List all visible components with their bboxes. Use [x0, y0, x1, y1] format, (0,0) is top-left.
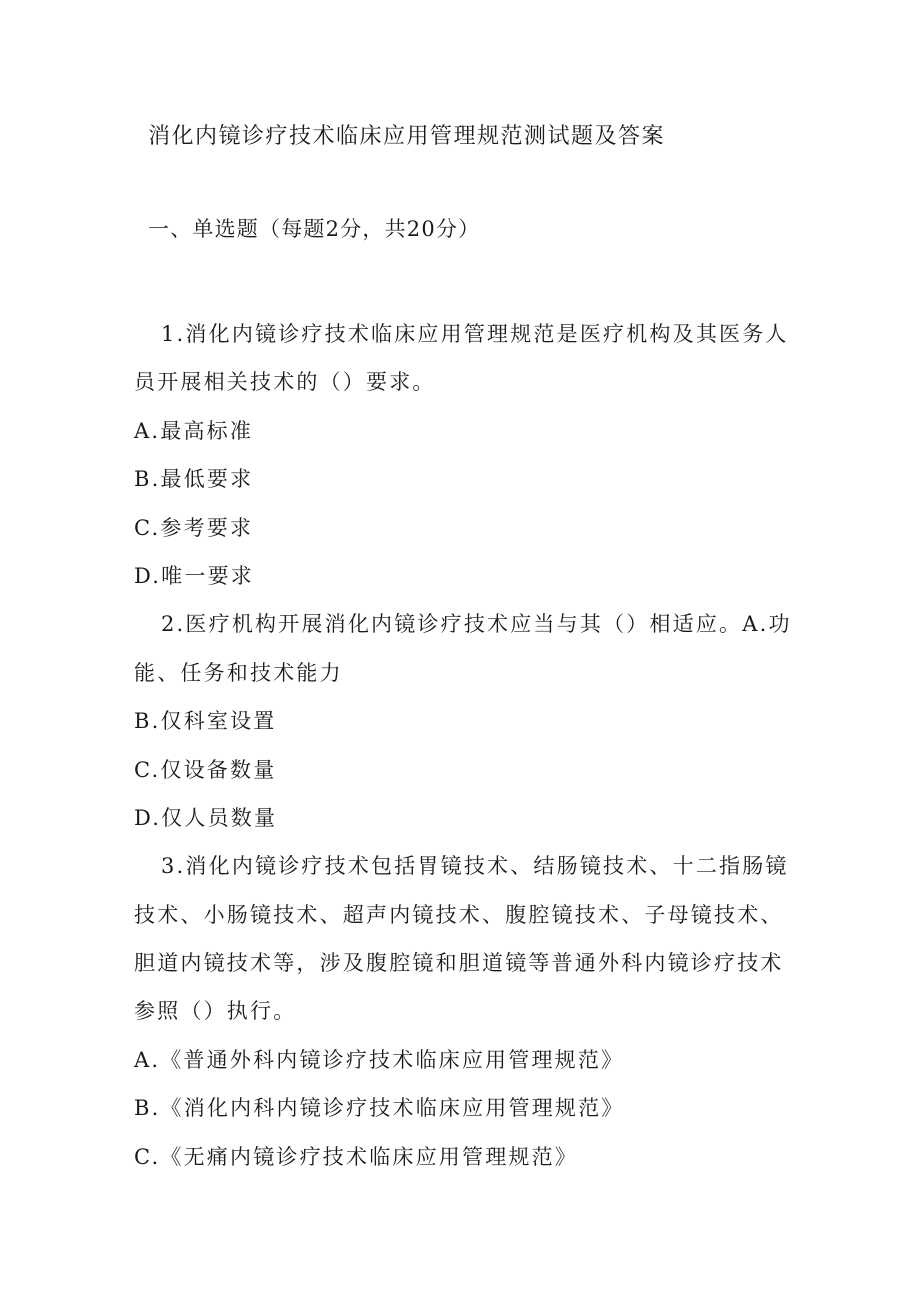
question-text-line: 3.消化内镜诊疗技术包括胃镜技术、结肠镜技术、十二指肠镜 — [161, 854, 789, 879]
answer-option-line: A.《普通外科内镜诊疗技术临床应用管理规范》 — [134, 1047, 625, 1072]
question-text-line: 员开展相关技术的（）要求。 — [134, 370, 436, 395]
answer-option-line: B.仅科室设置 — [134, 709, 277, 734]
question-text-line: 技术、小肠镜技术、超声内镜技术、腹腔镜技术、子母镜技术、 — [134, 902, 784, 927]
question-text-line: 胆道内镜技术等，涉及腹腔镜和胆道镜等普通外科内镜诊疗技术 — [134, 951, 784, 976]
question-text-line: 参照（）执行。 — [134, 999, 297, 1024]
question-text-line: 1.消化内镜诊疗技术临床应用管理规范是医疗机构及其医务人 — [161, 322, 789, 346]
answer-option-line: B.《消化内科内镜诊疗技术临床应用管理规范》 — [134, 1096, 625, 1121]
answer-option-line: B.最低要求 — [134, 467, 254, 492]
answer-option-line: A.最高标准 — [134, 418, 254, 443]
answer-option-line: D.唯一要求 — [134, 563, 254, 588]
answer-option-line: C.参考要求 — [134, 515, 254, 540]
question-text-line: 2.医疗机构开展消化内镜诊疗技术应当与其（）相适应。A.功 — [161, 612, 792, 637]
answer-option-line: C.《无痛内镜诊疗技术临床应用管理规范》 — [134, 1144, 578, 1169]
answer-option-line: C.仅设备数量 — [134, 757, 277, 782]
section-heading: 一、单选题（每题2分，共20分） — [148, 217, 481, 241]
document-title: 消化内镜诊疗技术临床应用管理规范测试题及答案 — [148, 124, 666, 149]
question-text-line: 能、任务和技术能力 — [134, 660, 343, 685]
answer-option-line: D.仅人员数量 — [134, 805, 278, 830]
question-list — [134, 310, 794, 1181]
